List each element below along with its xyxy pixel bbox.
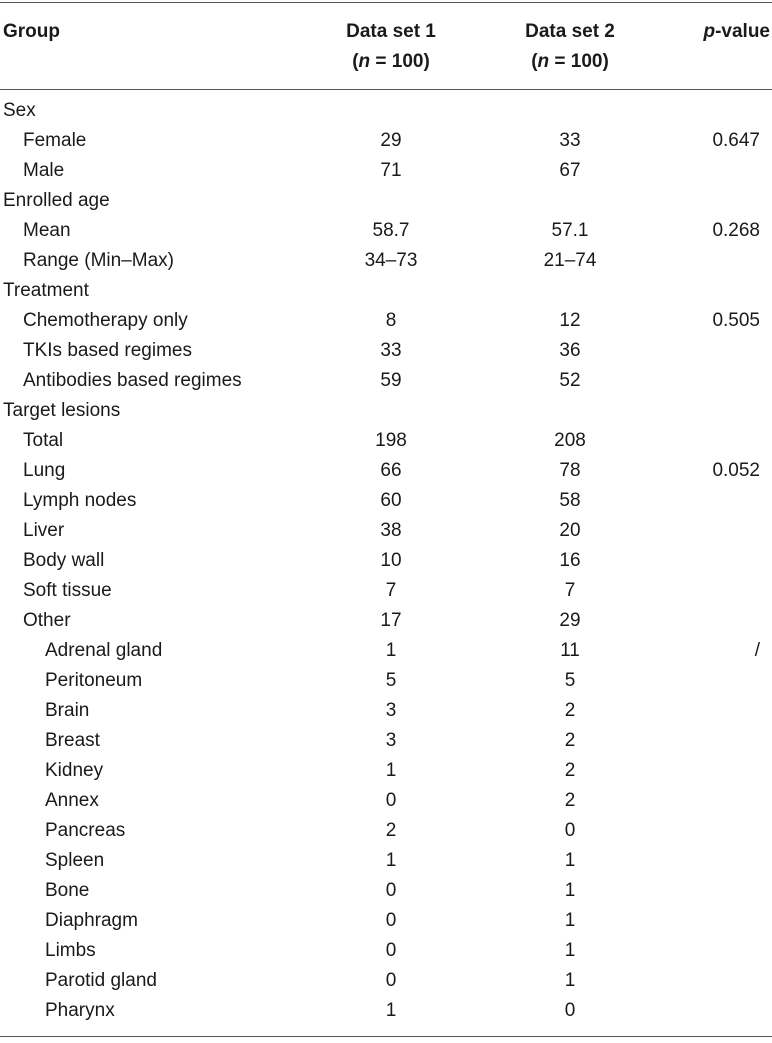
header-data-set-2-title: Data set 2 bbox=[525, 21, 615, 42]
data-set-1-value: 71 bbox=[380, 160, 402, 181]
row-label: Chemotherapy only bbox=[23, 310, 188, 331]
table-row bbox=[0, 276, 772, 306]
header-data-set-2-n-label: n bbox=[537, 51, 550, 72]
data-set-2-value: 2 bbox=[564, 760, 576, 781]
table-row bbox=[0, 246, 772, 276]
row-label: Mean bbox=[23, 220, 71, 241]
table-row bbox=[0, 546, 772, 576]
data-set-2-value: 20 bbox=[559, 520, 581, 541]
bottom-rule bbox=[0, 1036, 772, 1037]
data-set-2-value: 1 bbox=[564, 910, 576, 931]
table-row bbox=[0, 126, 772, 156]
row-label: Kidney bbox=[45, 760, 104, 781]
data-set-1-value: 0 bbox=[385, 940, 397, 961]
data-set-1-value: 1 bbox=[385, 640, 397, 661]
data-set-2-value: 1 bbox=[564, 880, 576, 901]
p-value: / bbox=[754, 640, 760, 661]
data-set-2-value: 0 bbox=[564, 820, 576, 841]
table-body bbox=[0, 90, 772, 1026]
row-label: Range (Min–Max) bbox=[23, 250, 174, 271]
data-set-2-value: 58 bbox=[559, 490, 581, 511]
data-set-1-value: 1 bbox=[385, 1000, 397, 1021]
header-data-set-2-n: (n = 100) bbox=[531, 51, 609, 72]
data-set-1-value: 66 bbox=[380, 460, 402, 481]
row-label: Annex bbox=[45, 790, 99, 811]
table-row bbox=[0, 816, 772, 846]
table-row bbox=[0, 96, 772, 126]
table-header bbox=[0, 3, 772, 89]
data-set-1-value: 5 bbox=[385, 670, 397, 691]
data-set-1-value: 8 bbox=[385, 310, 397, 331]
row-label: Adrenal gland bbox=[45, 640, 163, 661]
row-label: Body wall bbox=[23, 550, 105, 571]
header-data-set-1 bbox=[291, 17, 491, 77]
row-label: Liver bbox=[23, 520, 65, 541]
data-set-2-value: 29 bbox=[559, 610, 581, 631]
data-set-2-value: 16 bbox=[559, 550, 581, 571]
data-set-2-value: 7 bbox=[564, 580, 576, 601]
row-label: TKIs based regimes bbox=[23, 340, 192, 361]
table-row bbox=[0, 456, 772, 486]
table-row bbox=[0, 216, 772, 246]
data-set-2-value: 2 bbox=[564, 730, 576, 751]
row-label: Target lesions bbox=[3, 400, 121, 421]
table-row bbox=[0, 486, 772, 516]
data-set-1-value: 198 bbox=[375, 430, 407, 451]
characteristics-table bbox=[0, 2, 772, 1037]
table-row bbox=[0, 786, 772, 816]
table-row bbox=[0, 576, 772, 606]
data-set-2-value: 78 bbox=[559, 460, 581, 481]
table-row bbox=[0, 696, 772, 726]
data-set-1-value: 17 bbox=[380, 610, 402, 631]
data-set-1-value: 2 bbox=[385, 820, 397, 841]
header-p-value bbox=[703, 17, 770, 47]
data-set-1-value: 1 bbox=[385, 850, 397, 871]
row-label: Female bbox=[23, 130, 87, 151]
data-set-2-value: 52 bbox=[559, 370, 581, 391]
row-label: Enrolled age bbox=[3, 190, 110, 211]
data-set-2-value: 0 bbox=[564, 1000, 576, 1021]
row-label: Pharynx bbox=[45, 1000, 115, 1021]
table-row bbox=[0, 306, 772, 336]
data-set-1-value: 60 bbox=[380, 490, 402, 511]
data-set-1-value: 59 bbox=[380, 370, 402, 391]
data-set-2-value: 11 bbox=[560, 640, 580, 661]
table-row bbox=[0, 666, 772, 696]
header-p-rest: -value bbox=[715, 21, 770, 42]
data-set-1-value: 0 bbox=[385, 970, 397, 991]
row-label: Total bbox=[23, 430, 64, 451]
table-row bbox=[0, 726, 772, 756]
header-group: Group bbox=[3, 21, 60, 42]
row-label: Soft tissue bbox=[23, 580, 112, 601]
p-value: 0.052 bbox=[712, 460, 760, 481]
header-p-italic: p bbox=[703, 21, 716, 42]
data-set-1-value: 33 bbox=[380, 340, 402, 361]
table-row bbox=[0, 186, 772, 216]
row-label: Spleen bbox=[45, 850, 105, 871]
row-label: Breast bbox=[45, 730, 100, 751]
data-set-2-value: 36 bbox=[559, 340, 581, 361]
data-set-2-value: 1 bbox=[564, 850, 576, 871]
data-set-2-value: 12 bbox=[559, 310, 581, 331]
header-data-set-1-n: (n = 100) bbox=[352, 51, 430, 72]
table-row bbox=[0, 606, 772, 636]
data-set-2-value: 21–74 bbox=[543, 250, 597, 271]
data-set-1-value: 3 bbox=[385, 700, 397, 721]
data-set-2-value: 57.1 bbox=[551, 220, 589, 241]
row-label: Antibodies based regimes bbox=[23, 370, 242, 391]
data-set-2-value: 5 bbox=[564, 670, 576, 691]
data-set-2-value: 2 bbox=[564, 790, 576, 811]
data-set-1-value: 34–73 bbox=[364, 250, 418, 271]
row-label: Lung bbox=[23, 460, 66, 481]
data-set-1-value: 1 bbox=[385, 760, 397, 781]
table-row bbox=[0, 876, 772, 906]
p-value: 0.647 bbox=[712, 130, 760, 151]
row-label: Other bbox=[23, 610, 71, 631]
table-row bbox=[0, 336, 772, 366]
row-label: Pancreas bbox=[45, 820, 126, 841]
table-row bbox=[0, 996, 772, 1026]
table-row bbox=[0, 756, 772, 786]
row-label: Brain bbox=[45, 700, 90, 721]
data-set-2-value: 1 bbox=[564, 940, 576, 961]
row-label: Peritoneum bbox=[45, 670, 143, 691]
data-set-2-value: 33 bbox=[559, 130, 581, 151]
table-row bbox=[0, 936, 772, 966]
row-label: Sex bbox=[3, 100, 36, 121]
header-data-set-1-n-label: n bbox=[358, 51, 371, 72]
p-value: 0.505 bbox=[712, 310, 760, 331]
data-set-1-value: 0 bbox=[385, 790, 397, 811]
data-set-1-value: 58.7 bbox=[372, 220, 410, 241]
data-set-1-value: 38 bbox=[380, 520, 402, 541]
table-row bbox=[0, 156, 772, 186]
table-row bbox=[0, 906, 772, 936]
data-set-2-value: 1 bbox=[564, 970, 576, 991]
row-label: Treatment bbox=[3, 280, 89, 301]
table-row bbox=[0, 426, 772, 456]
p-value: 0.268 bbox=[712, 220, 760, 241]
table-row bbox=[0, 636, 772, 666]
data-set-2-value: 208 bbox=[554, 430, 586, 451]
header-data-set-1-title: Data set 1 bbox=[346, 21, 436, 42]
data-set-1-value: 10 bbox=[380, 550, 402, 571]
row-label: Bone bbox=[45, 880, 90, 901]
data-set-1-value: 0 bbox=[385, 880, 397, 901]
table-row bbox=[0, 516, 772, 546]
table-row bbox=[0, 966, 772, 996]
row-label: Parotid gland bbox=[45, 970, 157, 991]
table-row bbox=[0, 366, 772, 396]
table-row bbox=[0, 396, 772, 426]
row-label: Lymph nodes bbox=[23, 490, 137, 511]
row-label: Limbs bbox=[45, 940, 96, 961]
row-label: Diaphragm bbox=[45, 910, 138, 931]
header-data-set-2 bbox=[470, 17, 670, 77]
data-set-1-value: 29 bbox=[380, 130, 402, 151]
header-data-set-1-n-value: = 100) bbox=[375, 51, 430, 72]
table-row bbox=[0, 846, 772, 876]
data-set-1-value: 0 bbox=[385, 910, 397, 931]
header-data-set-2-n-value: = 100) bbox=[554, 51, 609, 72]
data-set-1-value: 7 bbox=[385, 580, 397, 601]
data-set-2-value: 2 bbox=[564, 700, 576, 721]
row-label: Male bbox=[23, 160, 65, 181]
data-set-2-value: 67 bbox=[559, 160, 581, 181]
data-set-1-value: 3 bbox=[385, 730, 397, 751]
